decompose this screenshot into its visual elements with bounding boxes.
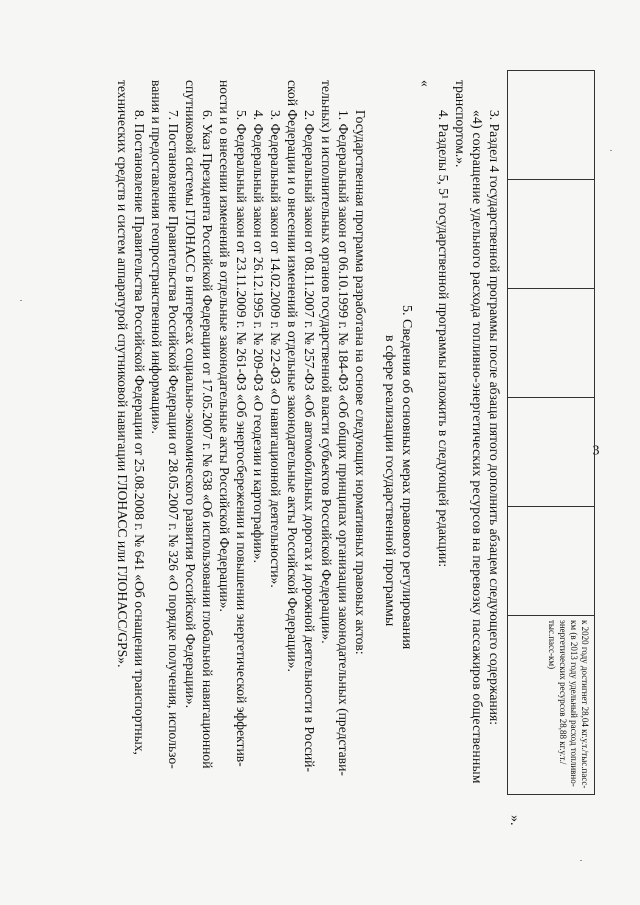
scan-speck [610,150,612,151]
act-2-line-2: ской Федерации и о внесении изменений в отдельные законодательные акты Российской Федерации». [285,80,300,672]
act-1-line-1: 1. Федеральный закон от 06.10.1999 г. № 184-ФЗ «Об общих принципах организации законодательных (представи- [336,110,351,776]
table-cell [507,179,595,289]
table-cell [507,506,595,616]
act-8-line-1: 8. Постановление Правительства Российской Федерации от 25.08.2008 г. № 641 «Об оснащении транспортных, [132,110,147,755]
act-1-line-2: тельных) и исполнительных органов государственной власти субъектов Российской Федерации». [319,80,334,644]
paragraph-3: 3. Раздел 4 государственной программы после абзаца пятого дополнить абзацем следующего содержания: [487,110,502,725]
table-cell [507,397,595,507]
open-quote: « [418,80,433,87]
page-number: 3 [592,443,600,459]
table-note: к 2020 году достигнет 28,04 кг.у.т./тыс.пасс-км (в 2013 году удельный расход топливно-энергетических ресурсов 28,88 кг.у.т./тыс.пасс-км) [547,620,590,789]
act-8-line-2: технических средств и систем аппаратурой спутниковой навигации ГЛОНАСС или ГЛОНАСС/GPS». [115,80,130,668]
act-5-line-2: ности и о внесении изменений в отдельные законодательные акты Российской Федерации». [217,80,232,612]
table-cell-note [507,615,595,795]
table-cell [507,288,595,398]
table-cell [507,70,595,180]
act-4: 4. Федеральный закон от 26.12.1995 г. № 209-ФЗ «О геодезии и картографии». [251,110,266,564]
section-title-line-2: в сфере реализации государственной программы [382,335,397,627]
act-7-line-2: вания и предоставления геопространственной информации». [149,80,164,434]
section-title-line-1: 5. Сведения об основных мерах правового регулирования [399,305,414,650]
table-closing-quote: ». [507,815,522,826]
act-6-line-1: 6. Указ Президента Российской Федерации от 17.05.2007 г. № 638 «Об использовании глобальной навигационной [200,110,215,769]
paragraph-3-quote: «4) сокращение удельного расхода топливно-энергетических ресурсов на перевозку пассажиров общественным [470,110,485,784]
paragraph-4: 4. Разделы 5, 5¹ государственной программы изложить в следующей редакции: [436,110,451,568]
act-6-line-2: спутниковой системы ГЛОНАСС в интересах социально-экономического развития Российской Федерации». [183,80,198,709]
act-2-line-1: 2. Федеральный закон от 08.11.2007 г. № 257-ФЗ «Об автомобильных дорогах и дорожной деятельности в Россий- [302,110,317,772]
act-5-line-1: 5. Федеральный закон от 23.11.2009 г. № 261-ФЗ «Об энергосбережении и повышении энергетической эффектив- [234,110,249,767]
table-fragment [507,70,595,810]
scan-speck [580,860,582,861]
paragraph-3-quote-end: транспортом.». [453,80,468,168]
act-3: 3. Федеральный закон от 14.02.2009 г. № 22-ФЗ «О навигационной деятельности». [268,110,283,588]
act-7-line-1: 7. Постановление Правительства Российской Федерации от 28.05.2007 г. № 326 «О порядке получения, использо- [166,110,181,769]
scan-speck [20,300,22,301]
intro-paragraph: Государственная программа разработана на основе следующих нормативных правовых актов: [353,110,368,655]
